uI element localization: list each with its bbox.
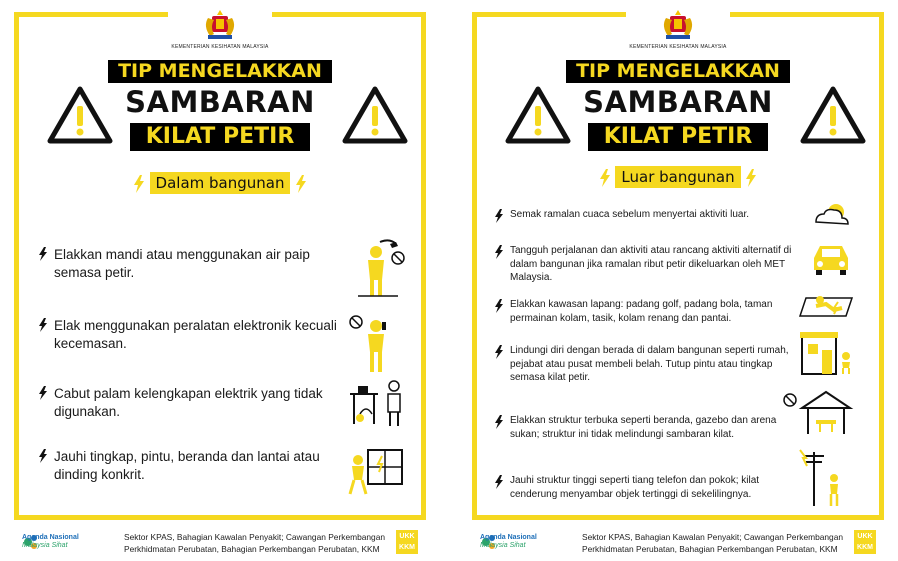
poster-outdoor <box>458 0 898 561</box>
bullet-bolt-icon <box>494 245 504 259</box>
bullet-bolt-icon <box>494 209 504 223</box>
car-icon <box>808 240 854 276</box>
tip-text: Jauhi struktur tinggi seperti tiang telefon dan pokok; kilat cenderung menyambar objek tertinggi di sekelilingnya. <box>510 475 760 500</box>
building-icon <box>798 330 856 376</box>
swimmer-icon <box>798 292 856 322</box>
tip-item <box>38 317 354 353</box>
pole-icon <box>792 446 852 508</box>
tip-text: Elakkan mandi atau menggunakan air paip semasa petir. <box>54 247 310 281</box>
footer-credit <box>582 531 850 555</box>
logo-line-1: Agenda Nasional <box>22 534 79 541</box>
warning-triangle-icon <box>800 86 866 144</box>
tip-item <box>38 385 354 421</box>
bullet-bolt-icon <box>38 247 48 261</box>
subheading-outdoor <box>458 166 898 188</box>
tip-text: Jauhi tingkap, pintu, beranda dan lantai atau dinding konkrit. <box>54 449 320 483</box>
lightning-bolt-icon <box>295 175 307 193</box>
credit-line-2: Perkhidmatan Perubatan, Bahagian Perkembangan Perubatan, KKM <box>582 544 838 555</box>
logo-line-2: Malaysia Sihat <box>22 541 68 549</box>
tip-item <box>494 474 800 501</box>
ukk-line-1: UKK <box>399 533 415 540</box>
title-line-1: TIP MENGELAKKAN <box>108 60 332 83</box>
title-line-3: KILAT PETIR <box>130 123 311 151</box>
tip-text: Elak menggunakan peralatan elektronik kecuali kecemasan. <box>54 318 337 352</box>
bullet-bolt-icon <box>494 415 504 429</box>
bullet-bolt-icon <box>494 299 504 313</box>
title-line-3: KILAT PETIR <box>588 123 769 151</box>
tip-text: Tangguh perjalanan dan aktiviti atau rancang aktiviti alternatif di dalam bangunan jika ramalan ribut petir dikeluarkan oleh MET Malaysia. <box>510 245 792 283</box>
logo-text <box>480 534 537 549</box>
tip-text: Lindungi diri dengan berada di dalam bangunan seperti rumah, pejabat atau pusat membeli belah. Tutup pintu atau tingkap semasa kilat petir. <box>510 345 789 383</box>
credit-line-2: Perkhidmatan Perubatan, Bahagian Perkembangan Perubatan, KKM <box>124 544 380 555</box>
logo-line-1: Agenda Nasional <box>480 534 537 541</box>
frame-top-left <box>14 12 168 17</box>
tip-text: Elakkan kawasan lapang: padang golf, padang bola, taman permainan kolam, tasik, kolam renang dan pantai. <box>510 299 773 324</box>
tip-item <box>494 414 800 441</box>
phone-person-icon <box>346 312 402 374</box>
tip-item <box>494 298 800 325</box>
title-line-2: SAMBARAN <box>583 84 773 119</box>
tip-item <box>494 208 800 223</box>
gazebo-icon <box>780 388 856 438</box>
window-person-icon <box>346 446 408 498</box>
subheading-indoor <box>0 172 440 194</box>
frame-top-right <box>272 12 426 17</box>
crest-icon <box>200 8 240 42</box>
ukk-badge <box>396 530 418 554</box>
poster-indoor <box>0 0 440 561</box>
frame-bottom <box>14 515 426 520</box>
ministry-name: KEMENTERIAN KESIHATAN MALAYSIA <box>171 44 269 50</box>
logo-text <box>22 534 79 549</box>
tip-item <box>38 246 354 282</box>
weather-icon <box>810 198 854 228</box>
unplug-person-icon <box>346 378 408 428</box>
crest-icon <box>658 8 698 42</box>
warning-triangle-icon <box>505 86 571 144</box>
tip-item <box>494 244 800 285</box>
ministry-name: KEMENTERIAN KESIHATAN MALAYSIA <box>629 44 727 50</box>
tip-text: Cabut palam kelengkapan elektrik yang tidak digunakan. <box>54 386 323 420</box>
bullet-bolt-icon <box>38 386 48 400</box>
tip-item <box>494 344 800 385</box>
lightning-bolt-icon <box>133 175 145 193</box>
shower-person-icon <box>350 236 410 300</box>
frame-bottom <box>472 515 884 520</box>
ukk-line-2: KKM <box>399 544 415 551</box>
ukk-line-1: UKK <box>857 533 873 540</box>
ukk-line-2: KKM <box>857 544 873 551</box>
warning-triangle-icon <box>342 86 408 144</box>
bullet-bolt-icon <box>494 345 504 359</box>
bullet-bolt-icon <box>494 475 504 489</box>
subheading-label: Luar bangunan <box>615 166 740 188</box>
credit-line-1: Sektor KPAS, Bahagian Kawalan Penyakit; Cawangan Perkembangan <box>124 532 386 542</box>
footer-credit <box>124 531 392 555</box>
subheading-label: Dalam bangunan <box>150 172 291 194</box>
warning-triangle-icon <box>47 86 113 144</box>
bullet-bolt-icon <box>38 318 48 332</box>
ukk-badge <box>854 530 876 554</box>
frame-top-right <box>730 12 884 17</box>
lightning-bolt-icon <box>599 169 611 187</box>
title-line-2: SAMBARAN <box>125 84 315 119</box>
tip-text: Elakkan struktur terbuka seperti beranda, gazebo dan arena sukan; struktur ini tidak melindungi sambaran kilat. <box>510 415 777 440</box>
tip-text: Semak ramalan cuaca sebelum menyertai aktiviti luar. <box>510 209 749 220</box>
frame-top-left <box>472 12 626 17</box>
lightning-bolt-icon <box>745 169 757 187</box>
title-line-1: TIP MENGELAKKAN <box>566 60 790 83</box>
credit-line-1: Sektor KPAS, Bahagian Kawalan Penyakit; Cawangan Perkembangan <box>582 532 844 542</box>
tip-item <box>38 448 354 484</box>
bullet-bolt-icon <box>38 449 48 463</box>
logo-line-2: Malaysia Sihat <box>480 541 526 549</box>
